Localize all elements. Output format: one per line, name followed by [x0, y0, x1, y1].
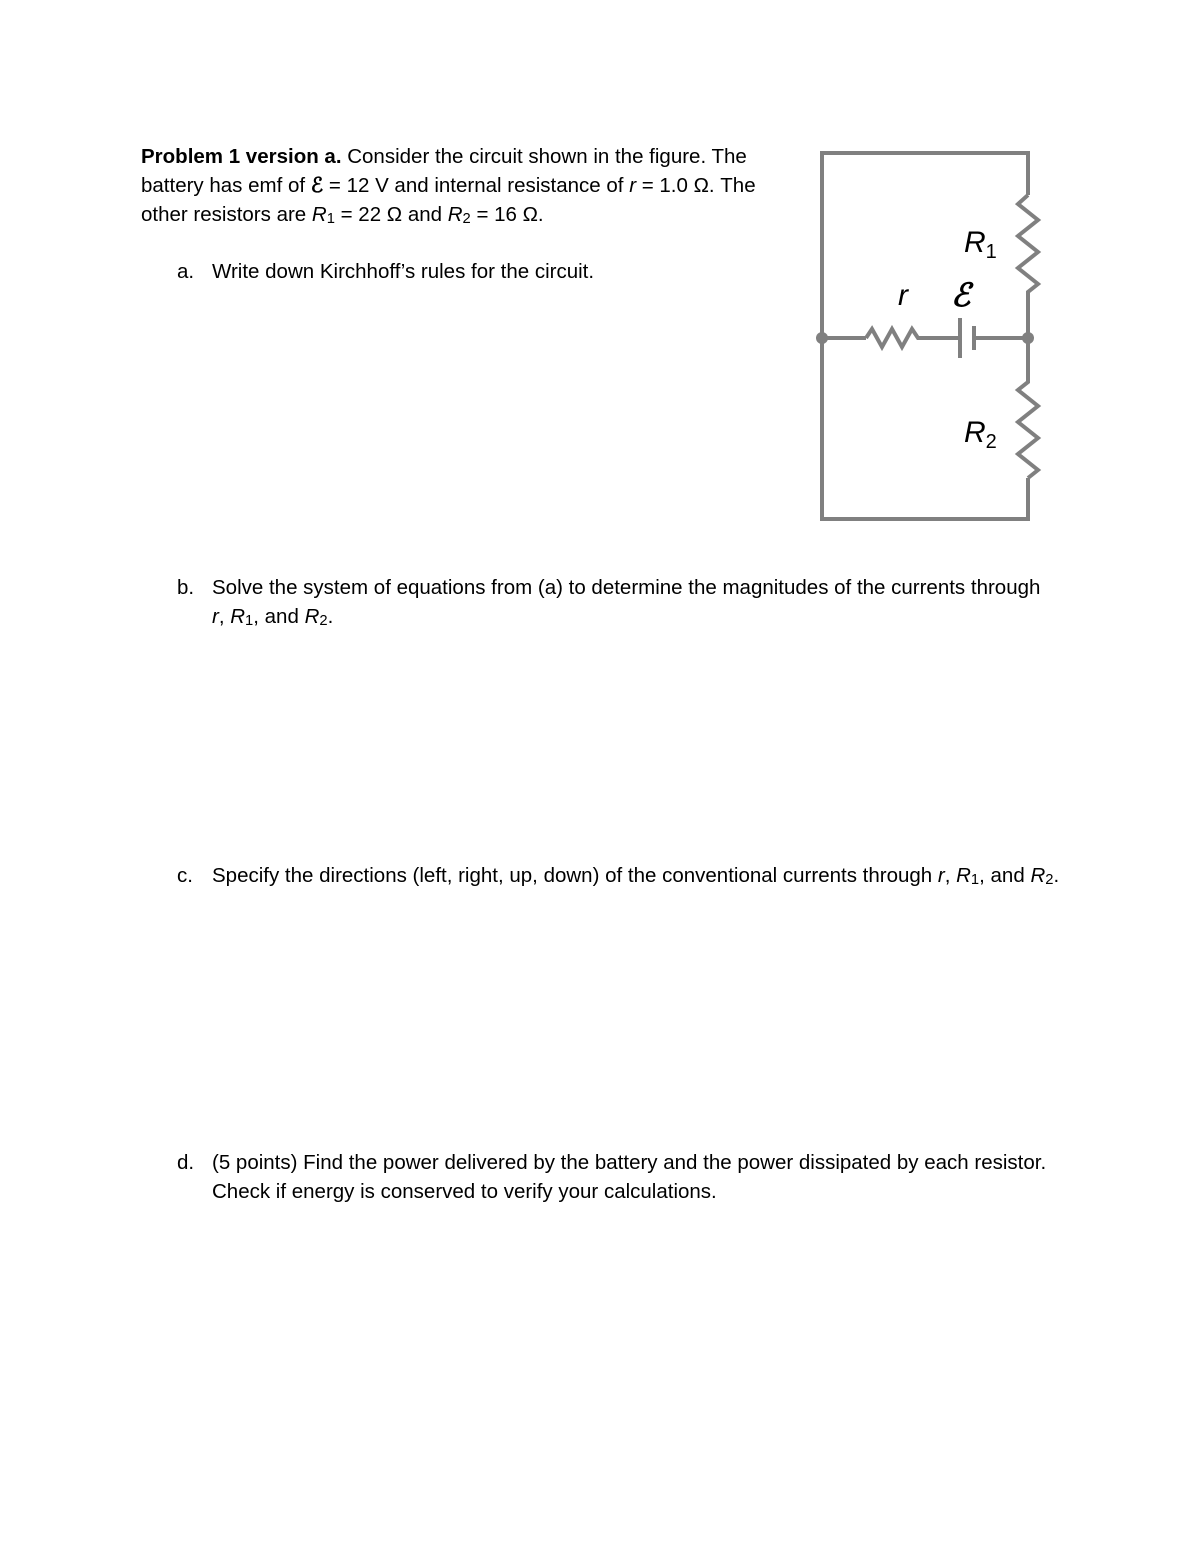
question-b-sep-1: ,	[218, 605, 231, 628]
question-c-sep-1: ,	[944, 864, 957, 887]
question-b-text	[212, 573, 1052, 631]
intro-text-3: = 1.0 Ω. The other resistors are	[141, 174, 756, 226]
question-c-text	[212, 861, 1072, 890]
emf-symbol: ℰ	[310, 174, 324, 197]
resistor-r	[866, 329, 958, 347]
junction-right	[1022, 332, 1034, 344]
figure-label-emf: ℰ	[951, 277, 971, 313]
r2-symbol: R	[447, 203, 463, 226]
figure-label-r: r	[898, 279, 908, 312]
question-d-text: (5 points) Find the power delivered by the battery and the power dissipated by each resistor. Check if energy is conserved to verify your calculations.	[212, 1151, 1047, 1203]
r1-subscript: 1	[326, 211, 335, 228]
wire-left-bottom	[822, 338, 1028, 519]
question-b-r: r	[212, 605, 219, 628]
intro-text-4: = 22 Ω and	[334, 203, 448, 226]
question-c-text-1: Specify the directions (left, right, up, down) of the conventional currents through	[212, 864, 938, 887]
question-c-r1: R	[956, 864, 971, 887]
question-a-text: Write down Kirchhoff’s rules for the circuit.	[212, 260, 595, 283]
problem-heading: Problem 1 version a.	[141, 145, 342, 168]
question-b-text-1: Solve the system of equations from (a) to determine the magnitudes of the currents through	[212, 576, 1041, 599]
r1-symbol: R	[311, 203, 327, 226]
question-b-r2: R	[304, 605, 320, 628]
intro-text-2: = 12 V and internal resistance of	[323, 174, 630, 197]
r2-subscript: 2	[462, 211, 471, 228]
problem-intro	[141, 142, 791, 229]
question-b-r2-sub: 2	[319, 613, 328, 630]
question-c-r1-sub: 1	[970, 872, 980, 889]
question-a-letter: a.	[177, 260, 195, 283]
figure-label-r1: $R_1$	[964, 226, 997, 263]
intro-text-5: = 16 Ω.	[470, 203, 544, 226]
figure-label-r2: $R_2$	[964, 416, 997, 453]
intro-text-1: Consider the circuit shown in the figure. The battery has emf of	[141, 145, 747, 197]
question-c-r2-sub: 2	[1045, 872, 1054, 889]
wire-left-top	[822, 153, 1028, 338]
question-b-r1: R	[230, 605, 246, 628]
r-symbol: r	[629, 174, 637, 197]
question-b-sep-2: , and	[253, 605, 305, 628]
question-c-end: .	[1053, 864, 1060, 887]
question-b-end: .	[327, 605, 334, 628]
question-c-r: r	[937, 864, 945, 887]
resistor-r1	[1018, 195, 1038, 338]
junction-left	[816, 332, 828, 344]
question-b-letter: b.	[177, 576, 195, 599]
question-c-letter: c.	[177, 864, 193, 887]
question-c-sep-2: , and	[979, 864, 1031, 887]
question-b-r1-sub: 1	[245, 613, 254, 630]
question-c-r2: R	[1030, 864, 1046, 887]
resistor-r2	[1018, 338, 1038, 478]
question-d-letter: d.	[177, 1151, 195, 1174]
